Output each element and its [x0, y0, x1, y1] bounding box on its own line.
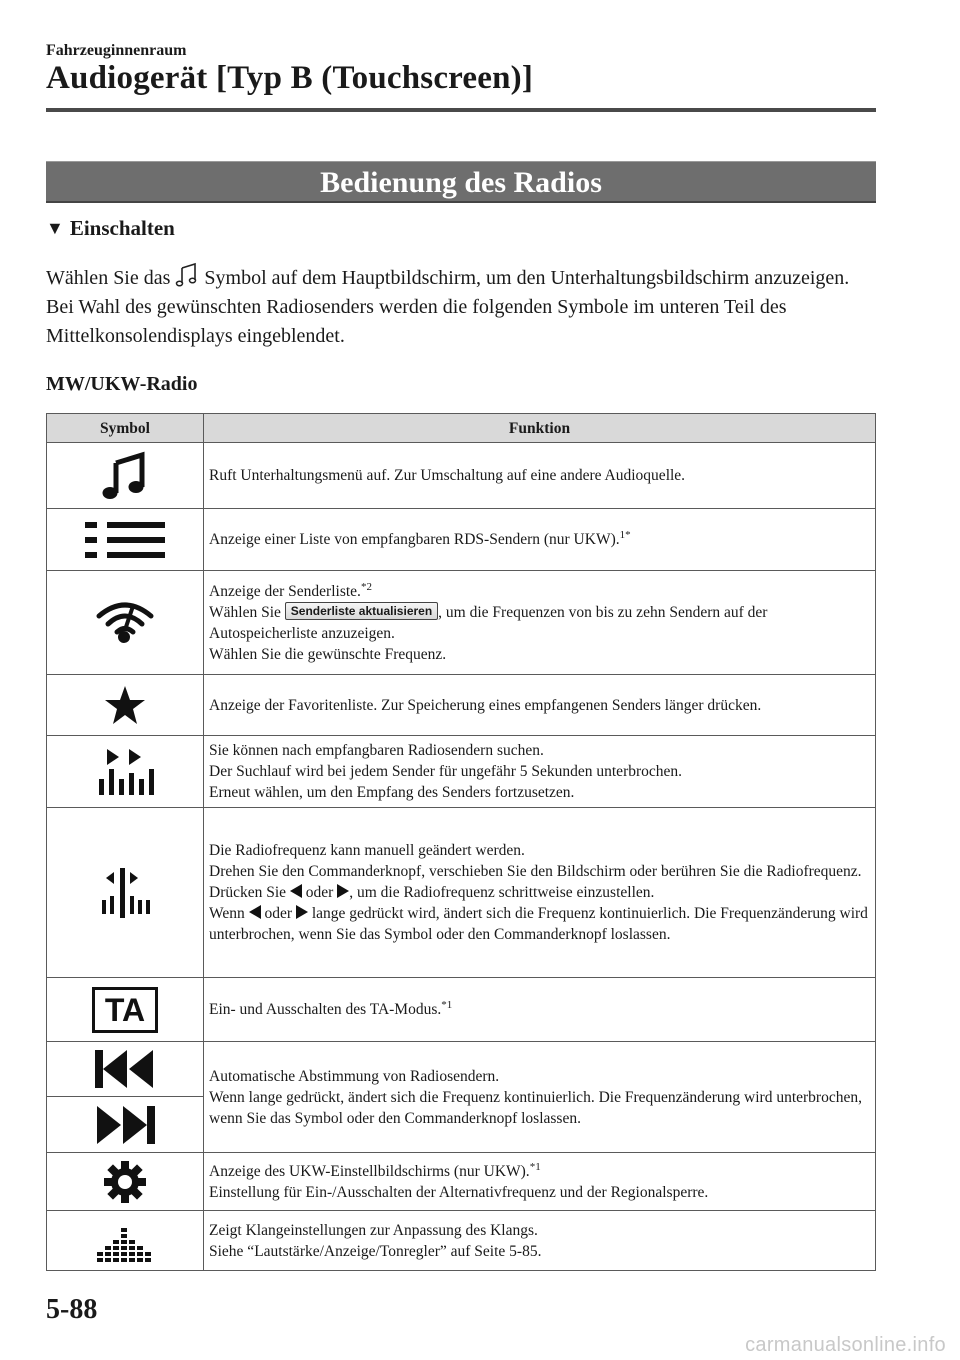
- symbol-table: [46, 413, 876, 1271]
- equalizer-bar-segment: [145, 1252, 151, 1256]
- tune-down-icon: [290, 884, 302, 898]
- equalizer-bar-segment: [129, 1246, 135, 1250]
- function-cell: Anzeige der Favoritenliste. Zur Speicherung eines empfangenen Senders länger drücken.: [204, 675, 876, 736]
- sub-heading: MW/UKW-Radio: [46, 373, 198, 395]
- seek-forward-icon: [95, 1106, 155, 1144]
- function-cell: Anzeige einer Liste von empfangbaren RDS-Sendern (nur UKW).$^{1*}$: [204, 509, 876, 571]
- music-note-icon: [102, 451, 148, 501]
- radio-signal-icon: [95, 600, 155, 646]
- refresh-station-list-button[interactable]: Senderliste aktualisieren: [285, 602, 438, 620]
- function-cell: Die Radiofrequenz kann manuell geändert werden. Drehen Sie den Commanderknopf, verschieben Sie den Bildschirm oder berühren Sie die Radiofrequenz. Drücken Sie oder , um die Radiofrequenz schrittweise einzustellen. Wenn oder lange gedrückt wird, ändert sich die Frequenz kontinuierlich. Die Frequenzänderung wird unterbrochen, wenn Sie das Symbol oder den Commanderknopf loslassen.: [204, 808, 876, 978]
- tune-up-icon: [337, 884, 349, 898]
- section-label: Fahrzeuginnenraum: [46, 42, 187, 59]
- triangle-marker-icon: ▼: [46, 218, 64, 238]
- page-number: 5-88: [46, 1294, 98, 1325]
- function-cell: Ruft Unterhaltungsmenü auf. Zur Umschaltung auf eine andere Audioquelle.: [204, 443, 876, 509]
- equalizer-bar-segment: [105, 1258, 111, 1262]
- table-row: [47, 808, 876, 978]
- equalizer-bar-segment: [129, 1258, 135, 1262]
- function-cell: Automatische Abstimmung von Radiosendern. Wenn lange gedrückt, ändert sich die Frequenz kontinuierlich. Die Frequenzänderung wird unterbrochen, wenn Sie das Symbol oder den Commanderknopf loslassen.: [204, 1042, 876, 1153]
- tune-down-icon: [249, 905, 261, 919]
- equalizer-icon: [97, 1218, 153, 1264]
- equalizer-bar-segment: [121, 1234, 127, 1238]
- equalizer-bar-segment: [129, 1240, 135, 1244]
- intro-paragraph: Wählen Sie das Symbol auf dem Hauptbildschirm, um den Unterhaltungsbildschirm anzuzeigen. Bei Wahl des gewünschten Radiosenders werden die folgenden Symbole im unteren Teil des Mittelkonsolendisplays eingeblendet.: [46, 262, 876, 351]
- equalizer-bar-segment: [113, 1252, 119, 1256]
- equalizer-bar-segment: [113, 1246, 119, 1250]
- table-row: [47, 571, 876, 675]
- section-heading-text: Einschalten: [69, 216, 175, 240]
- equalizer-bar-segment: [129, 1252, 135, 1256]
- manual-tune-icon: [100, 868, 150, 918]
- function-cell: Zeigt Klangeinstellungen zur Anpassung des Klangs. Siehe “Lautstärke/Anzeige/Tonregler” auf Seite 5-85.: [204, 1211, 876, 1271]
- equalizer-bar-segment: [121, 1246, 127, 1250]
- equalizer-bar-segment: [137, 1258, 143, 1262]
- scan-icon: [95, 747, 155, 797]
- gear-icon: [103, 1160, 147, 1204]
- equalizer-bar-segment: [105, 1246, 111, 1250]
- equalizer-bar-segment: [113, 1240, 119, 1244]
- ta-icon: TA: [92, 987, 158, 1033]
- function-cell: Anzeige der Senderliste.$^{*2}$ Wählen Sie Senderliste aktualisieren , um die Frequenzen von bis zu zehn Sendern auf der Autospeicherliste anzuzeigen. Wählen Sie die gewünschte Frequenz.: [204, 571, 876, 675]
- equalizer-bar-segment: [113, 1258, 119, 1262]
- function-cell: Ein- und Ausschalten des TA-Modus.$^{*1}$: [204, 978, 876, 1042]
- seek-back-icon: [95, 1050, 155, 1088]
- equalizer-bar-segment: [97, 1258, 103, 1262]
- table-row: [47, 736, 876, 808]
- list-icon: [85, 520, 165, 560]
- equalizer-bar-segment: [137, 1252, 143, 1256]
- table-row: [47, 675, 876, 736]
- table-row: [47, 1211, 876, 1271]
- function-cell: Anzeige des UKW-Einstellbildschirms (nur UKW).$^{*1}$ Einstellung für Ein-/Ausschalten der Alternativfrequenz und der Regionalsperre.: [204, 1153, 876, 1211]
- header-divider: [46, 108, 876, 112]
- table-row: [47, 1042, 876, 1153]
- music-note-icon: [175, 262, 199, 288]
- table-row: [47, 509, 876, 571]
- function-cell: Sie können nach empfangbaren Radiosendern suchen. Der Suchlauf wird bei jedem Sender für ungefähr 5 Sekunden unterbrochen. Erneut wählen, um den Empfang des Senders fortzusetzen.: [204, 736, 876, 808]
- equalizer-bar-segment: [121, 1252, 127, 1256]
- tune-up-icon: [296, 905, 308, 919]
- header-function: Funktion: [204, 414, 876, 443]
- equalizer-bar-segment: [145, 1258, 151, 1262]
- equalizer-bar-segment: [121, 1240, 127, 1244]
- page-title: Audiogerät [Typ B (Touchscreen)]: [46, 60, 534, 96]
- table-header-row: [47, 414, 876, 443]
- header-symbol: Symbol: [47, 414, 204, 443]
- table-row: [47, 443, 876, 509]
- table-row: [47, 1153, 876, 1211]
- equalizer-bar-segment: [121, 1228, 127, 1232]
- section-heading: [46, 216, 175, 241]
- table-row: [47, 978, 876, 1042]
- equalizer-bar-segment: [121, 1258, 127, 1262]
- equalizer-bar-segment: [137, 1246, 143, 1250]
- equalizer-bar-segment: [97, 1252, 103, 1256]
- chapter-banner: Bedienung des Radios: [46, 161, 876, 203]
- star-icon: [104, 685, 146, 725]
- watermark: carmanualsonline.info: [745, 1334, 946, 1356]
- equalizer-bar-segment: [105, 1252, 111, 1256]
